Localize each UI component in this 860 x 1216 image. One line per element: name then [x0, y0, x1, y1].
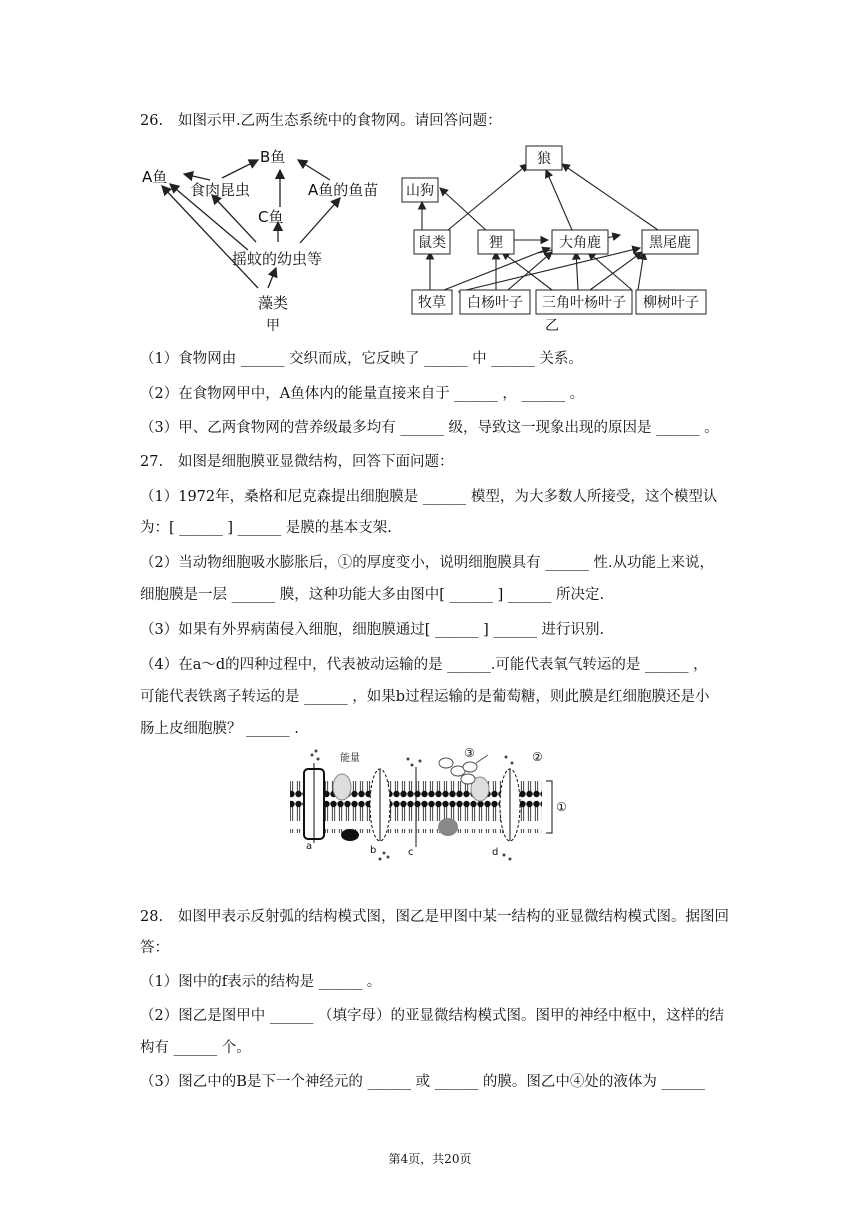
- q28-stem-line2: 答：: [140, 940, 169, 956]
- node-cottonwood: 三角叶杨叶子: [542, 295, 626, 311]
- q28-part2-line1: （2）图乙是图甲中 ______ （填字母）的亚显微结构模式图。图甲的神经中枢中，这样的结: [140, 1008, 724, 1024]
- q27-part1-line2: 为：[ ______ ] ______ 是膜的基本支架.: [140, 520, 392, 536]
- q26-number: 26.: [140, 113, 164, 129]
- node-coyote: 山狗: [406, 183, 434, 199]
- node-larva: 摇蚊的幼虫等: [232, 250, 323, 268]
- q26-part1: （1）食物网由 ______ 交织而成，它反映了 ______ 中 ______ 关系。: [140, 351, 583, 367]
- q26-part2: （2）在食物网甲中，A鱼体内的能量直接来自于 ______ ， ______ 。: [140, 386, 585, 402]
- label-b: b: [370, 845, 377, 856]
- node-b-fish: B鱼: [260, 148, 286, 166]
- page-footer: 第4页，共20页: [388, 1152, 472, 1166]
- node-wolf: 狼: [537, 151, 551, 167]
- label-3: ③: [464, 747, 475, 760]
- node-grass: 牧草: [418, 295, 446, 311]
- q27-part4-line3: 肠上皮细胞膜？ ______ .: [140, 721, 299, 737]
- q27-part3: （3）如果有外界病菌侵入细胞，细胞膜通过[ ______ ] ______ 进行识别.: [140, 622, 605, 638]
- web-jia-label: 甲: [266, 318, 280, 334]
- q28-number: 28.: [140, 909, 164, 925]
- q28-part1: （1）图中的f表示的结构是 ______ 。: [140, 974, 382, 990]
- q27-part2-line2: 细胞膜是一层 ______ 膜，这种功能大多由图中[ ______ ] ______ 所决定.: [140, 587, 605, 603]
- label-energy: 能量: [340, 753, 360, 764]
- label-d: d: [492, 847, 499, 858]
- food-web-yi: [400, 140, 712, 336]
- q26-part3: （3）甲、乙两食物网的营养级最多均有 ______ 级，导致这一现象出现的原因是 ______ 。: [140, 420, 719, 436]
- q27-part4-line1: （4）在a～d的四种过程中，代表被动运输的是 ______.可能代表氧气转运的是 ______ ，: [140, 657, 708, 673]
- node-poplar: 白杨叶子: [467, 295, 523, 311]
- label-1: ①: [556, 800, 567, 814]
- node-insect: 食肉昆虫: [190, 181, 251, 199]
- node-deer-big: 大角鹿: [559, 235, 601, 251]
- node-a-fish: A鱼: [142, 168, 168, 186]
- node-raccoon: 狸: [489, 235, 503, 251]
- q28-stem-line1: 28. 如图甲表示反射弧的结构模式图，图乙是甲图中某一结构的亚显微结构模式图。据图回: [140, 909, 729, 925]
- q28-part3: （3）图乙中的B是下一个神经元的 ______ 或 ______ 的膜。图乙中④处的液体为 ______: [140, 1074, 705, 1090]
- q26-stem: 26. 如图示甲.乙两生态系统中的食物网。请回答问题：: [140, 113, 502, 129]
- q27-stem: 27. 如图是细胞膜亚显微结构，回答下面问题：: [140, 454, 454, 470]
- q27-part1-line1: （1）1972年，桑格和尼克森提出细胞膜是 ______ 模型，为大多数人所接受，这个模型认: [140, 489, 718, 505]
- node-willow: 柳树叶子: [643, 295, 699, 311]
- label-c: c: [408, 847, 414, 858]
- node-algae: 藻类: [258, 294, 289, 312]
- label-2: ②: [532, 750, 543, 764]
- cell-membrane-diagram: [288, 747, 578, 865]
- food-web-jia: [140, 140, 400, 336]
- node-rodent: 鼠类: [418, 235, 446, 251]
- q27-part4-line2: 可能代表铁离子转运的是 ______ ，如果b过程运输的是葡萄糖，则此膜是红细胞膜还是小: [140, 689, 710, 705]
- node-fry: A鱼的鱼苗: [308, 181, 379, 199]
- node-deer-black: 黑尾鹿: [649, 235, 691, 251]
- web-yi-label: 乙: [545, 318, 559, 334]
- q27-number: 27.: [140, 454, 164, 470]
- label-a: a: [306, 841, 313, 852]
- q28-part2-line2: 构有 ______ 个。: [140, 1040, 251, 1056]
- q27-part2-line1: （2）当动物细胞吸水膨胀后，①的厚度变小，说明细胞膜具有 ______ 性.从功能上来说，: [140, 555, 715, 571]
- node-c-fish: C鱼: [258, 208, 284, 226]
